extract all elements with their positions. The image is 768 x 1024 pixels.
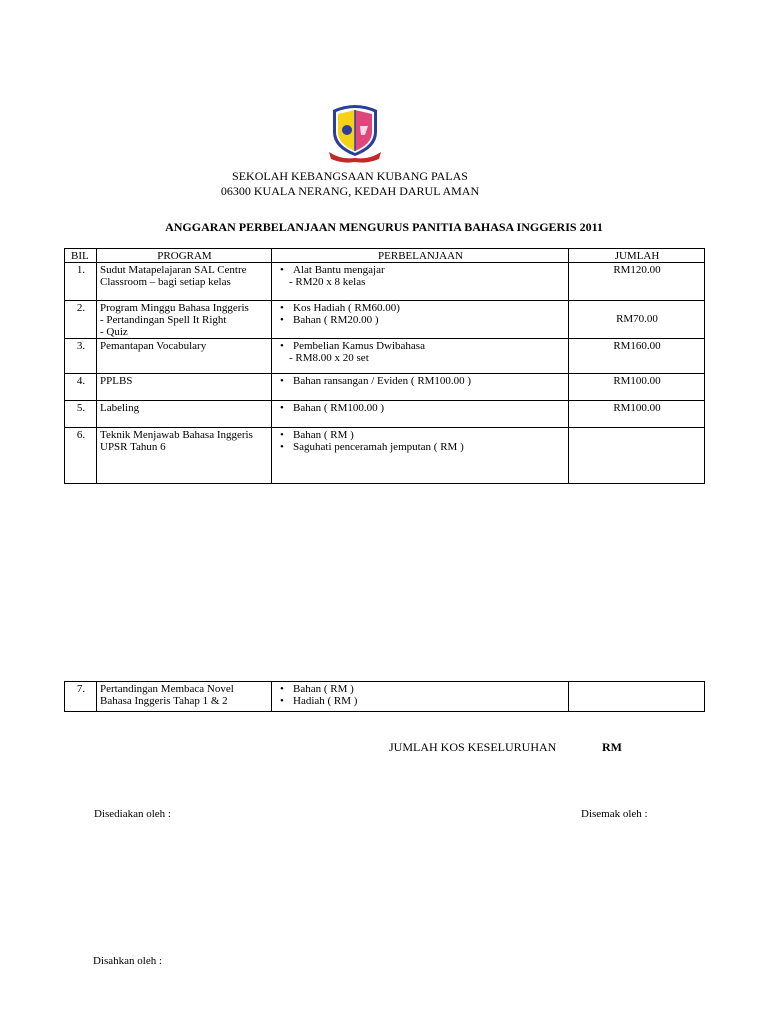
program-line: Labeling <box>100 402 140 414</box>
expense-item: • Kos Hadiah ( RM60.00) <box>275 302 566 314</box>
total-cost-value: RM <box>602 740 622 754</box>
budget-table-row7 <box>64 681 705 712</box>
school-address: 06300 KUALA NERANG, KEDAH DARUL AMAN <box>220 184 480 198</box>
row-number: 5. <box>65 401 97 428</box>
expense-subitem: - RM8.00 x 20 set <box>289 352 369 364</box>
row-number: 2. <box>65 301 97 339</box>
expense-item: • Bahan ( RM ) <box>275 429 566 441</box>
amount-cell: RM70.00 <box>569 301 705 339</box>
expense-cell <box>272 682 569 712</box>
row-number: 3. <box>65 339 97 374</box>
row-number: 6. <box>65 428 97 484</box>
program-line: - Pertandingan Spell It Right <box>100 314 227 326</box>
table-row <box>65 263 705 301</box>
table-row <box>65 401 705 428</box>
amount-cell: RM100.00 <box>569 374 705 401</box>
program-line: Classroom – bagi setiap kelas <box>100 276 231 288</box>
expense-cell <box>272 428 569 484</box>
table-row <box>65 374 705 401</box>
expense-cell <box>272 401 569 428</box>
column-header: BIL <box>65 249 97 263</box>
column-header: PERBELANJAAN <box>272 249 569 263</box>
program-line: Teknik Menjawab Bahasa Inggeris <box>100 429 253 441</box>
amount-cell <box>569 428 705 484</box>
program-cell <box>97 301 272 339</box>
table-row <box>65 301 705 339</box>
table-header-row <box>65 249 705 263</box>
expense-item: • Alat Bantu mengajar <box>275 264 566 276</box>
expense-item: • Bahan ransangan / Eviden ( RM100.00 ) <box>275 375 566 387</box>
program-cell <box>97 374 272 401</box>
program-line: Pemantapan Vocabulary <box>100 340 207 352</box>
program-cell <box>97 682 272 712</box>
expense-subitem: - RM20 x 8 kelas <box>289 276 366 288</box>
expense-cell <box>272 339 569 374</box>
document-title: ANGGARAN PERBELANJAAN MENGURUS PANITIA BAHASA INGGERIS 2011 <box>165 220 603 234</box>
school-crest-logo <box>327 102 383 164</box>
program-line: Sudut Matapelajaran SAL Centre <box>100 264 247 276</box>
expense-cell <box>272 263 569 301</box>
expense-item: • Hadiah ( RM ) <box>275 695 566 707</box>
row-number: 7. <box>65 682 97 712</box>
program-line: Program Minggu Bahasa Inggeris <box>100 302 249 314</box>
program-line: PPLBS <box>100 375 133 387</box>
expense-cell <box>272 301 569 339</box>
school-name: SEKOLAH KEBANGSAAN KUBANG PALAS <box>232 169 468 183</box>
amount-cell: RM120.00 <box>569 263 705 301</box>
table-row <box>65 428 705 484</box>
total-cost-label: JUMLAH KOS KESELURUHAN <box>389 740 557 754</box>
column-header: PROGRAM <box>97 249 272 263</box>
amount-cell: RM160.00 <box>569 339 705 374</box>
checked-by-label: Disemak oleh : <box>581 808 648 820</box>
approved-by-label: Disahkan oleh : <box>93 955 163 967</box>
program-line: Pertandingan Membaca Novel <box>100 683 234 695</box>
expense-item: • Bahan ( RM100.00 ) <box>275 402 566 414</box>
expense-item: • Bahan ( RM ) <box>275 683 566 695</box>
program-cell <box>97 339 272 374</box>
expense-cell <box>272 374 569 401</box>
budget-table <box>64 248 705 484</box>
table-row <box>65 339 705 374</box>
program-cell <box>97 428 272 484</box>
column-header: JUMLAH <box>569 249 705 263</box>
row-number: 1. <box>65 263 97 301</box>
amount-cell <box>569 682 705 712</box>
expense-item: • Bahan ( RM20.00 ) <box>275 314 566 326</box>
program-cell <box>97 263 272 301</box>
program-line: Bahasa Inggeris Tahap 1 & 2 <box>100 695 228 707</box>
program-line: - Quiz <box>100 326 128 338</box>
expense-item: • Pembelian Kamus Dwibahasa <box>275 340 566 352</box>
expense-item: • Saguhati penceramah jemputan ( RM ) <box>275 441 566 453</box>
table-row <box>65 682 705 712</box>
program-line: UPSR Tahun 6 <box>100 441 166 453</box>
program-cell <box>97 401 272 428</box>
amount-cell: RM100.00 <box>569 401 705 428</box>
prepared-by-label: Disediakan oleh : <box>94 808 171 820</box>
row-number: 4. <box>65 374 97 401</box>
